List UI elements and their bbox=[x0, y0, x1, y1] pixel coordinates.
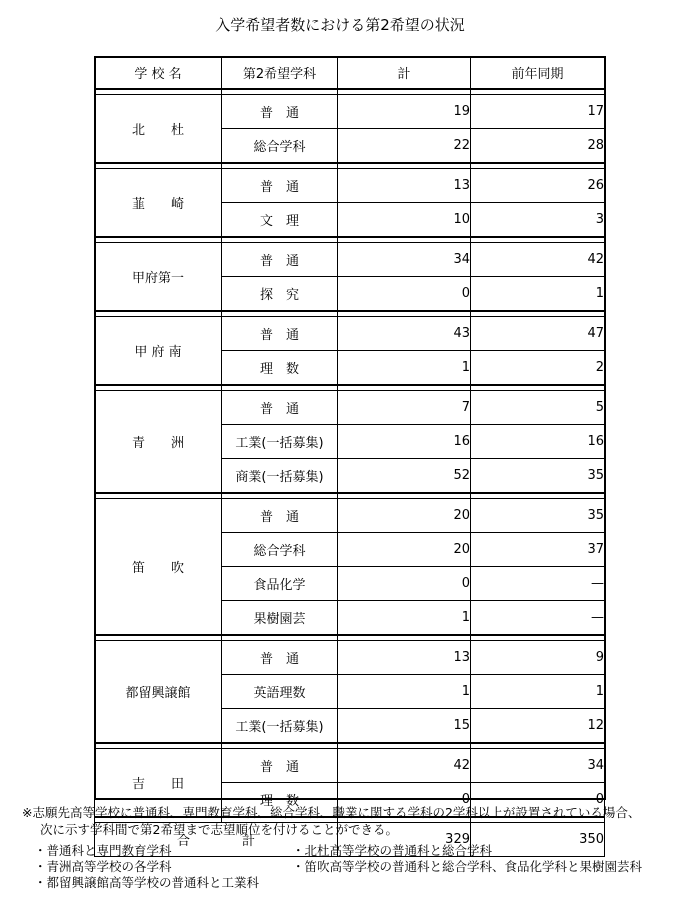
dept-cell: 総合学科 bbox=[222, 129, 338, 164]
summary-prev: 350 bbox=[471, 823, 605, 857]
summary-total: 329 bbox=[338, 823, 471, 857]
total-cell: 7 bbox=[338, 391, 471, 425]
summary-label: 合 計 bbox=[95, 823, 338, 857]
dept-cell: 理 数 bbox=[222, 783, 338, 818]
dept-cell: 普 通 bbox=[222, 749, 338, 783]
total-cell: 0 bbox=[338, 783, 471, 818]
school-name: 笛 吹 bbox=[95, 499, 222, 636]
dept-cell: 商業(一括募集) bbox=[222, 459, 338, 494]
table-row bbox=[95, 169, 605, 203]
prev-cell: 26 bbox=[471, 169, 605, 203]
dept-cell: 普 通 bbox=[222, 95, 338, 129]
prev-cell: 16 bbox=[471, 425, 605, 459]
dept-cell: 理 数 bbox=[222, 351, 338, 386]
dept-cell: 文 理 bbox=[222, 203, 338, 238]
prev-cell: 1 bbox=[471, 277, 605, 312]
total-cell: 1 bbox=[338, 675, 471, 709]
bullets-left bbox=[34, 843, 259, 891]
dept-cell: 普 通 bbox=[222, 243, 338, 277]
total-cell: 20 bbox=[338, 533, 471, 567]
prev-cell: 9 bbox=[471, 641, 605, 675]
table-row bbox=[95, 641, 605, 675]
prev-cell: 0 bbox=[471, 783, 605, 818]
dept-cell: 普 通 bbox=[222, 391, 338, 425]
total-cell: 20 bbox=[338, 499, 471, 533]
total-cell: 43 bbox=[338, 317, 471, 351]
total-cell: 13 bbox=[338, 169, 471, 203]
table-row bbox=[95, 499, 605, 533]
prev-cell: 42 bbox=[471, 243, 605, 277]
dept-cell: 工業(一括募集) bbox=[222, 425, 338, 459]
prev-cell: — bbox=[471, 601, 605, 636]
prev-cell: 5 bbox=[471, 391, 605, 425]
school-name: 甲 府 南 bbox=[95, 317, 222, 386]
bullet-item: ・都留興譲館高等学校の普通科と工業科 bbox=[34, 875, 260, 890]
dept-cell: 普 通 bbox=[222, 641, 338, 675]
header-dept: 第2希望学科 bbox=[222, 57, 338, 90]
table-row bbox=[95, 317, 605, 351]
total-cell: 1 bbox=[338, 601, 471, 636]
dept-cell: 果樹園芸 bbox=[222, 601, 338, 636]
table-row bbox=[95, 391, 605, 425]
page-title: 入学希望者数における第2希望の状況 bbox=[215, 16, 465, 34]
total-cell: 34 bbox=[338, 243, 471, 277]
header-school: 学 校 名 bbox=[95, 57, 222, 90]
total-cell: 0 bbox=[338, 567, 471, 601]
note-line-2: 次に示す学科間で第2希望まで志望順位を付けることができる。 bbox=[40, 822, 398, 837]
total-cell: 16 bbox=[338, 425, 471, 459]
dept-cell: 英語理数 bbox=[222, 675, 338, 709]
school-name: 北 杜 bbox=[95, 95, 222, 164]
table-row bbox=[95, 749, 605, 783]
dept-cell: 探 究 bbox=[222, 277, 338, 312]
note-line-1: ※志願先高等学校に普通科、専門教育学科、総合学科、職業に関する学科の2学科以上が設置されている場合、 bbox=[22, 805, 641, 820]
dept-cell: 食品化学 bbox=[222, 567, 338, 601]
total-cell: 19 bbox=[338, 95, 471, 129]
prev-cell: 35 bbox=[471, 459, 605, 494]
dept-cell: 普 通 bbox=[222, 499, 338, 533]
total-cell: 0 bbox=[338, 277, 471, 312]
table-body bbox=[95, 89, 605, 857]
prev-cell: 12 bbox=[471, 709, 605, 744]
second-choice-table bbox=[94, 56, 605, 857]
school-name: 青 洲 bbox=[95, 391, 222, 494]
bullet-item: ・普通科と専門教育学科 bbox=[34, 843, 172, 858]
school-name: 吉 田 bbox=[95, 749, 222, 818]
bullet-item: ・笛吹高等学校の普通科と総合学科、食品化学科と果樹園芸科 bbox=[292, 859, 643, 874]
prev-cell: 17 bbox=[471, 95, 605, 129]
prev-cell: 47 bbox=[471, 317, 605, 351]
prev-cell: 28 bbox=[471, 129, 605, 164]
table-row bbox=[95, 243, 605, 277]
school-name: 都留興譲館 bbox=[95, 641, 222, 744]
total-cell: 15 bbox=[338, 709, 471, 744]
school-name: 甲府第一 bbox=[95, 243, 222, 312]
dept-cell: 総合学科 bbox=[222, 533, 338, 567]
table-row bbox=[95, 95, 605, 129]
dept-cell: 普 通 bbox=[222, 317, 338, 351]
dept-cell: 工業(一括募集) bbox=[222, 709, 338, 744]
bullet-item: ・北杜高等学校の普通科と総合学科 bbox=[292, 843, 493, 858]
prev-cell: 35 bbox=[471, 499, 605, 533]
prev-cell: — bbox=[471, 567, 605, 601]
header-prev: 前年同期 bbox=[471, 57, 605, 90]
bullet-item: ・青洲高等学校の各学科 bbox=[34, 859, 172, 874]
prev-cell: 37 bbox=[471, 533, 605, 567]
header-total: 計 bbox=[338, 57, 471, 90]
dept-cell: 普 通 bbox=[222, 169, 338, 203]
total-cell: 52 bbox=[338, 459, 471, 494]
total-cell: 42 bbox=[338, 749, 471, 783]
total-cell: 10 bbox=[338, 203, 471, 238]
school-name: 韮 崎 bbox=[95, 169, 222, 238]
table-header-row bbox=[95, 57, 605, 90]
notes bbox=[22, 804, 640, 838]
prev-cell: 2 bbox=[471, 351, 605, 386]
bullets-right bbox=[292, 843, 642, 875]
prev-cell: 1 bbox=[471, 675, 605, 709]
prev-cell: 3 bbox=[471, 203, 605, 238]
total-cell: 13 bbox=[338, 641, 471, 675]
prev-cell: 34 bbox=[471, 749, 605, 783]
total-cell: 22 bbox=[338, 129, 471, 164]
total-cell: 1 bbox=[338, 351, 471, 386]
